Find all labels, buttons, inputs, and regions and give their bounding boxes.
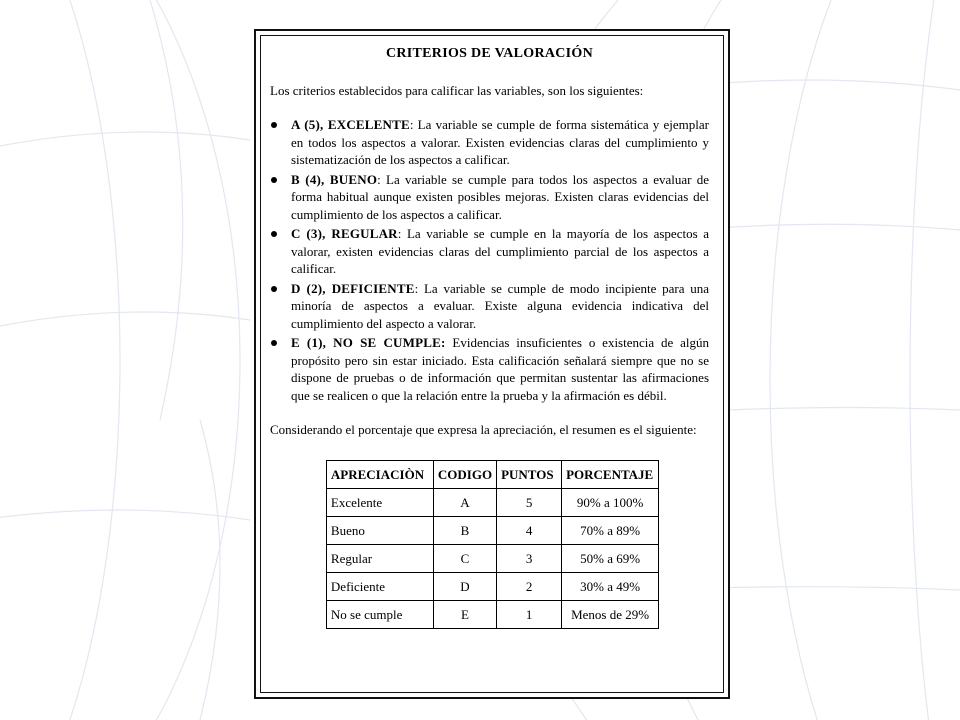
cell-points: 5 [497,489,562,517]
cell-appreciation: Excelente [326,489,433,517]
header-code: CODIGO [433,461,496,489]
cell-percentage: 90% a 100% [562,489,659,517]
cell-appreciation: Bueno [326,517,433,545]
bullet-icon [271,340,277,346]
header-percentage: PORCENTAJE [562,461,659,489]
cell-points: 1 [497,601,562,629]
cell-code: C [433,545,496,573]
cell-percentage: 50% a 69% [562,545,659,573]
summary-paragraph: Considerando el porcentaje que expresa la apreciación, el resumen es el siguiente: [270,422,697,437]
criterion-c [270,225,709,278]
criterion-label: E (1), NO SE CUMPLE: [291,335,446,350]
cell-percentage: 70% a 89% [562,517,659,545]
cell-points: 2 [497,573,562,601]
document-body [260,35,724,693]
cell-code: E [433,601,496,629]
cell-appreciation: No se cumple [326,601,433,629]
criterion-a [270,116,709,169]
table-row [326,517,658,545]
criterion-text: : La variable se cumple de modo incipiente para una minoría de aspectos a evaluar. Existe alguna evidencia indicativa del cumplimiento del aspecto a valorar. [291,280,709,331]
cell-points: 4 [497,517,562,545]
criterion-text: Evidencias insuficientes o existencia de algún propósito pero sin estar iniciado. Esta calificación señalará siempre que no se dispone de pruebas o de información que permitan sustentar las afirmaciones que se realicen o que la relación entre la prueba y la afirmación es débil. [291,335,710,403]
criterion-d [270,280,709,333]
criterion-label: D (2), DEFICIENTE [291,280,415,296]
document-title: CRITERIOS DE VALORACIÓN [385,46,594,61]
cell-percentage: 30% a 49% [562,573,659,601]
cell-appreciation: Deficiente [326,573,433,601]
table-row [326,601,658,629]
bullet-icon [271,231,277,237]
criterion-label: C (3), REGULAR [291,226,398,241]
table-row [326,489,658,517]
cell-code: B [433,517,496,545]
cell-code: D [433,573,496,601]
criteria-list [270,116,709,404]
cell-code: A [433,489,496,517]
table-row [326,573,658,601]
header-points: PUNTOS [497,461,562,489]
criterion-text: : La variable se cumple para todos los aspectos a evaluar de forma habitual aunque existen posibles mejoras. Existen claras evidencias del cumplimiento de los aspectos a calificar. [291,171,709,222]
cell-appreciation: Regular [326,545,433,573]
table-header-row [326,461,658,489]
criterion-e [270,334,709,404]
table-container [270,460,709,629]
table-row [326,545,658,573]
header-appreciation: APRECIACIÒN [326,461,433,489]
cell-points: 3 [497,545,562,573]
criterion-text: : La variable se cumple de forma sistemática y ejemplar en todos los aspectos a valorar. Existen evidencias claras del cumplimiento y sistematización de los aspectos a calificar. [291,117,709,167]
criterion-text: : La variable se cumple en la mayoría de los aspectos a valorar, existen evidencias claras del cumplimiento parcial de los aspectos a calificar. [291,226,709,276]
document-frame [254,29,730,699]
cell-percentage: Menos de 29% [562,601,659,629]
criterion-b [270,171,709,224]
criterion-label: A (5), EXCELENTE [291,117,410,132]
bullet-icon [271,177,277,183]
bullet-icon [271,122,277,128]
bullet-icon [271,286,277,292]
intro-paragraph: Los criterios establecidos para calificar las variables, son los siguientes: [270,83,644,98]
criterion-label: B (4), BUENO [291,171,378,187]
rating-table [326,460,659,629]
